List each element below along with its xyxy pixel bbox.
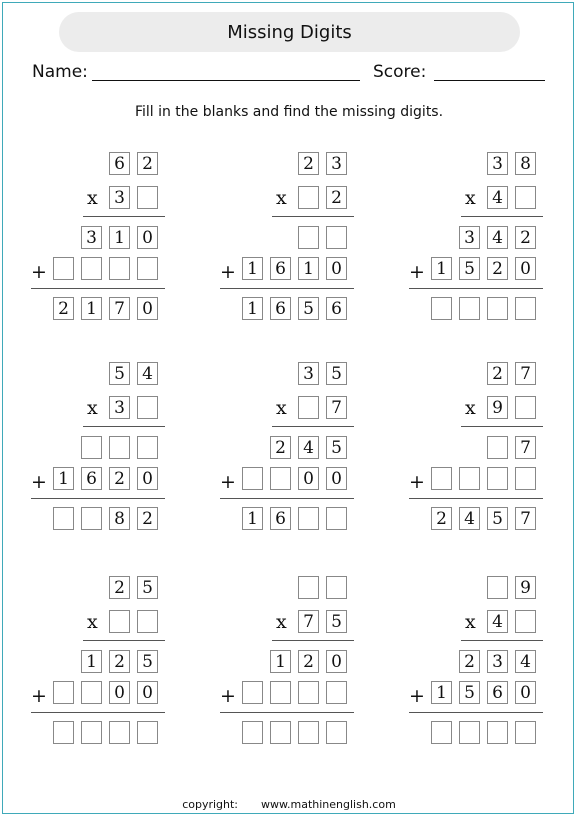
problem-3 [403, 152, 543, 352]
blank-digit-box-partial2[interactable] [81, 257, 102, 280]
multiply-rule [83, 426, 165, 427]
sum-rule [31, 288, 165, 289]
digit-box-partial2: 5 [459, 257, 480, 280]
digit-box-partial1: 3 [487, 650, 508, 673]
times-sign: x [87, 397, 98, 419]
copyright-site: www.mathinenglish.com [261, 798, 396, 811]
multiply-rule [461, 640, 543, 641]
digit-box-top: 9 [515, 576, 536, 599]
times-sign: x [87, 187, 98, 209]
problem-2 [214, 152, 354, 352]
blank-digit-box-multiplier[interactable] [137, 610, 158, 633]
digit-box-top: 5 [137, 576, 158, 599]
copyright-footer [0, 798, 578, 811]
blank-digit-box-top[interactable] [326, 576, 347, 599]
problem-4 [25, 362, 165, 562]
copyright-label: copyright: [182, 798, 239, 811]
times-sign: x [276, 397, 287, 419]
blank-digit-box-partial2[interactable] [109, 257, 130, 280]
digit-box-partial1: 4 [487, 226, 508, 249]
plus-sign: + [31, 685, 47, 707]
blank-digit-box-answer[interactable] [137, 721, 158, 744]
digit-box-top: 2 [298, 152, 319, 175]
digit-box-answer: 2 [137, 507, 158, 530]
worksheet-title [59, 12, 520, 52]
digit-box-top: 2 [109, 576, 130, 599]
blank-digit-box-partial2[interactable] [487, 467, 508, 490]
blank-digit-box-partial1[interactable] [298, 226, 319, 249]
times-sign: x [465, 397, 476, 419]
blank-digit-box-answer[interactable] [431, 297, 452, 320]
blank-digit-box-partial2[interactable] [515, 467, 536, 490]
plus-sign: + [220, 471, 236, 493]
blank-digit-box-partial2[interactable] [298, 681, 319, 704]
multiply-rule [83, 640, 165, 641]
blank-digit-box-multiplier[interactable] [515, 610, 536, 633]
digit-box-top: 5 [109, 362, 130, 385]
times-sign: x [87, 611, 98, 633]
digit-box-partial1: 2 [270, 436, 291, 459]
blank-digit-box-answer[interactable] [53, 721, 74, 744]
blank-digit-box-partial2[interactable] [242, 467, 263, 490]
digit-box-partial2: 0 [326, 467, 347, 490]
digit-box-answer: 1 [81, 297, 102, 320]
sum-rule [409, 712, 543, 713]
digit-box-partial1: 5 [326, 436, 347, 459]
digit-box-partial2: 1 [242, 257, 263, 280]
digit-box-partial2: 0 [326, 257, 347, 280]
blank-digit-box-answer[interactable] [431, 721, 452, 744]
name-field[interactable] [92, 80, 360, 81]
multiply-rule [272, 640, 354, 641]
digit-box-answer: 1 [242, 297, 263, 320]
digit-box-top: 3 [487, 152, 508, 175]
sum-rule [31, 498, 165, 499]
times-sign: x [465, 611, 476, 633]
digit-box-answer: 1 [242, 507, 263, 530]
blank-digit-box-partial2[interactable] [53, 681, 74, 704]
digit-box-partial1: 3 [459, 226, 480, 249]
digit-box-top: 7 [515, 362, 536, 385]
digit-box-multiplier: 7 [298, 610, 319, 633]
times-sign: x [276, 187, 287, 209]
digit-box-answer: 6 [326, 297, 347, 320]
digit-box-partial2: 0 [515, 681, 536, 704]
multiply-rule [83, 216, 165, 217]
blank-digit-box-answer[interactable] [459, 721, 480, 744]
blank-digit-box-answer[interactable] [109, 721, 130, 744]
plus-sign: + [31, 471, 47, 493]
digit-box-top: 3 [298, 362, 319, 385]
times-sign: x [465, 187, 476, 209]
blank-digit-box-answer[interactable] [326, 721, 347, 744]
blank-digit-box-partial2[interactable] [81, 681, 102, 704]
digit-box-partial2: 6 [81, 467, 102, 490]
blank-digit-box-multiplier[interactable] [137, 186, 158, 209]
digit-box-answer: 7 [515, 507, 536, 530]
digit-box-partial2: 2 [487, 257, 508, 280]
digit-box-partial2: 0 [137, 681, 158, 704]
digit-box-answer: 6 [270, 507, 291, 530]
digit-box-partial1: 7 [515, 436, 536, 459]
digit-box-answer: 7 [109, 297, 130, 320]
sum-rule [409, 288, 543, 289]
digit-box-partial2: 0 [298, 467, 319, 490]
digit-box-answer: 5 [298, 297, 319, 320]
blank-digit-box-multiplier[interactable] [515, 396, 536, 419]
blank-digit-box-partial1[interactable] [326, 226, 347, 249]
blank-digit-box-multiplier[interactable] [298, 396, 319, 419]
blank-digit-box-partial2[interactable] [459, 467, 480, 490]
times-sign: x [276, 611, 287, 633]
digit-box-top: 2 [137, 152, 158, 175]
blank-digit-box-partial2[interactable] [326, 681, 347, 704]
plus-sign: + [31, 261, 47, 283]
blank-digit-box-partial1[interactable] [487, 436, 508, 459]
blank-digit-box-answer[interactable] [487, 721, 508, 744]
blank-digit-box-top[interactable] [487, 576, 508, 599]
problem-5 [214, 362, 354, 562]
digit-box-answer: 6 [270, 297, 291, 320]
sum-rule [220, 712, 354, 713]
problem-6 [403, 362, 543, 562]
digit-box-partial1: 1 [81, 650, 102, 673]
blank-digit-box-partial1[interactable] [137, 436, 158, 459]
blank-digit-box-partial2[interactable] [53, 257, 74, 280]
digit-box-partial1: 0 [326, 650, 347, 673]
blank-digit-box-answer[interactable] [298, 721, 319, 744]
sum-rule [31, 712, 165, 713]
digit-box-partial1: 5 [137, 650, 158, 673]
blank-digit-box-partial1[interactable] [109, 436, 130, 459]
score-label: Score: [373, 62, 427, 82]
digit-box-top: 2 [487, 362, 508, 385]
blank-digit-box-answer[interactable] [81, 507, 102, 530]
digit-box-answer: 5 [487, 507, 508, 530]
digit-box-partial1: 1 [109, 226, 130, 249]
digit-box-partial1: 3 [81, 226, 102, 249]
digit-box-multiplier: 3 [109, 396, 130, 419]
blank-digit-box-answer[interactable] [270, 721, 291, 744]
digit-box-multiplier: 7 [326, 396, 347, 419]
blank-digit-box-multiplier[interactable] [109, 610, 130, 633]
digit-box-top: 4 [137, 362, 158, 385]
digit-box-top: 8 [515, 152, 536, 175]
multiply-rule [272, 426, 354, 427]
blank-digit-box-answer[interactable] [515, 297, 536, 320]
digit-box-partial1: 2 [298, 650, 319, 673]
digit-box-partial1: 4 [298, 436, 319, 459]
digit-box-answer: 8 [109, 507, 130, 530]
digit-box-partial1: 2 [459, 650, 480, 673]
digit-box-answer: 0 [137, 297, 158, 320]
blank-digit-box-answer[interactable] [81, 721, 102, 744]
plus-sign: + [409, 685, 425, 707]
digit-box-multiplier: 2 [326, 186, 347, 209]
plus-sign: + [409, 261, 425, 283]
multiply-rule [272, 216, 354, 217]
digit-box-multiplier: 3 [109, 186, 130, 209]
digit-box-answer: 2 [431, 507, 452, 530]
blank-digit-box-answer[interactable] [242, 721, 263, 744]
digit-box-partial2: 0 [137, 467, 158, 490]
blank-digit-box-partial2[interactable] [137, 257, 158, 280]
sum-rule [220, 288, 354, 289]
plus-sign: + [220, 685, 236, 707]
digit-box-partial1: 2 [109, 650, 130, 673]
sum-rule [409, 498, 543, 499]
digit-box-partial1: 2 [515, 226, 536, 249]
problem-7 [25, 576, 165, 776]
blank-digit-box-answer[interactable] [53, 507, 74, 530]
plus-sign: + [409, 471, 425, 493]
digit-box-partial2: 6 [487, 681, 508, 704]
digit-box-top: 6 [109, 152, 130, 175]
digit-box-top: 5 [326, 362, 347, 385]
digit-box-partial2: 5 [459, 681, 480, 704]
digit-box-partial2: 2 [109, 467, 130, 490]
digit-box-top: 3 [326, 152, 347, 175]
digit-box-answer: 4 [459, 507, 480, 530]
problem-8 [214, 576, 354, 776]
plus-sign: + [220, 261, 236, 283]
blank-digit-box-multiplier[interactable] [515, 186, 536, 209]
digit-box-partial2: 1 [53, 467, 74, 490]
score-field[interactable] [434, 80, 545, 81]
problem-1 [25, 152, 165, 352]
digit-box-partial2: 1 [298, 257, 319, 280]
digit-box-answer: 2 [53, 297, 74, 320]
blank-digit-box-answer[interactable] [326, 507, 347, 530]
digit-box-partial1: 1 [270, 650, 291, 673]
blank-digit-box-partial2[interactable] [270, 681, 291, 704]
title-text: Missing Digits [227, 21, 352, 43]
blank-digit-box-answer[interactable] [487, 297, 508, 320]
digit-box-partial2: 0 [515, 257, 536, 280]
digit-box-partial1: 0 [137, 226, 158, 249]
blank-digit-box-multiplier[interactable] [298, 186, 319, 209]
blank-digit-box-partial2[interactable] [270, 467, 291, 490]
blank-digit-box-partial2[interactable] [242, 681, 263, 704]
blank-digit-box-top[interactable] [298, 576, 319, 599]
digit-box-multiplier: 4 [487, 610, 508, 633]
blank-digit-box-answer[interactable] [515, 721, 536, 744]
digit-box-partial2: 0 [109, 681, 130, 704]
digit-box-multiplier: 4 [487, 186, 508, 209]
problem-9 [403, 576, 543, 776]
sum-rule [220, 498, 354, 499]
blank-digit-box-multiplier[interactable] [137, 396, 158, 419]
instructions: Fill in the blanks and find the missing digits. [134, 104, 444, 120]
digit-box-partial2: 1 [431, 681, 452, 704]
multiply-rule [461, 216, 543, 217]
digit-box-partial2: 6 [270, 257, 291, 280]
name-label: Name: [32, 62, 88, 82]
digit-box-partial2: 1 [431, 257, 452, 280]
blank-digit-box-partial2[interactable] [431, 467, 452, 490]
digit-box-partial1: 4 [515, 650, 536, 673]
blank-digit-box-answer[interactable] [298, 507, 319, 530]
multiply-rule [461, 426, 543, 427]
digit-box-multiplier: 5 [326, 610, 347, 633]
digit-box-multiplier: 9 [487, 396, 508, 419]
blank-digit-box-answer[interactable] [459, 297, 480, 320]
blank-digit-box-partial1[interactable] [81, 436, 102, 459]
